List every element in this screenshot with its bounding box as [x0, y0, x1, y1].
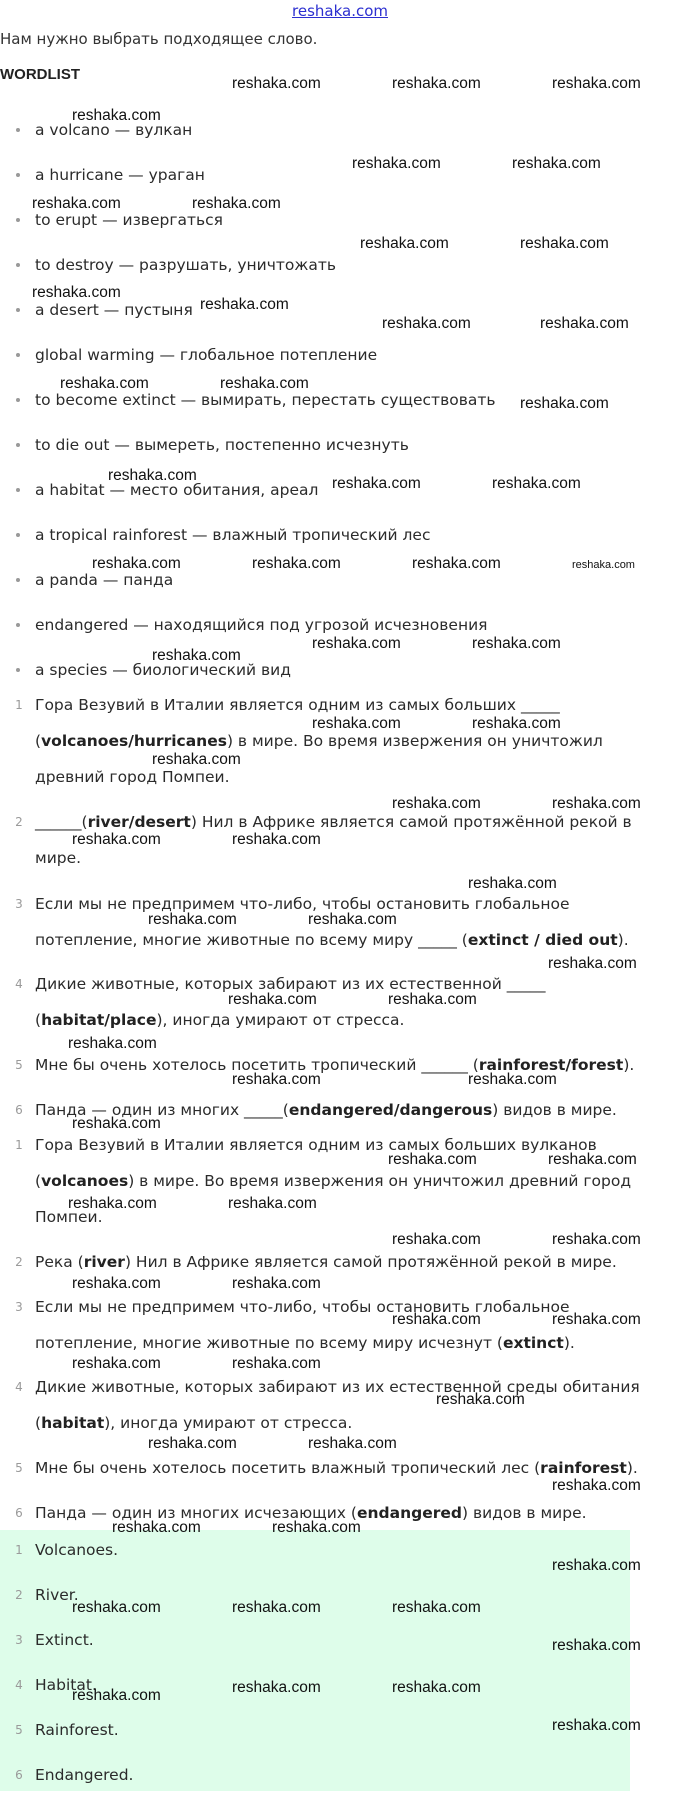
item-number: 1: [15, 1138, 23, 1152]
solution-text: Панда — один из многих исчезающих (endangered) видов в мире.: [35, 1504, 587, 1522]
wordlist-text: to become extinct — вымирать, перестать существовать: [35, 391, 496, 409]
exercise-text: Дикие животные, которых забирают из их естественной _____ (habitat/place), иногда умирают от стресса.: [35, 975, 546, 1029]
answer-text: Volcanoes.: [35, 1541, 119, 1559]
wordlist-text: endangered — находящийся под угрозой исчезновения: [35, 616, 488, 634]
watermark: reshaka.com: [388, 1151, 477, 1168]
watermark: reshaka.com: [332, 475, 421, 492]
watermark: reshaka.com: [232, 1679, 321, 1696]
watermark: reshaka.com: [192, 195, 281, 212]
item-number: 3: [15, 1633, 23, 1647]
watermark: reshaka.com: [252, 555, 341, 572]
watermark: reshaka.com: [148, 1435, 237, 1452]
watermark: reshaka.com: [308, 911, 397, 928]
solution-text: Дикие животные, которых забирают из их естественной среды обитания (habitat), иногда умирают от стресса.: [35, 1378, 640, 1432]
watermark: reshaka.com: [60, 375, 149, 392]
item-number: 2: [15, 1588, 23, 1602]
watermark: reshaka.com: [32, 195, 121, 212]
bullet-icon: [16, 128, 20, 132]
watermark: reshaka.com: [552, 1231, 641, 1248]
bullet-icon: [16, 578, 20, 582]
watermark: reshaka.com: [492, 475, 581, 492]
bullet-icon: [16, 173, 20, 177]
watermark: reshaka.com: [552, 1477, 641, 1494]
watermark: reshaka.com: [152, 647, 241, 664]
watermark: reshaka.com: [72, 1115, 161, 1132]
watermark: reshaka.com: [382, 315, 471, 332]
item-number: 2: [15, 1255, 23, 1269]
watermark: reshaka.com: [72, 1275, 161, 1292]
watermark: reshaka.com: [220, 375, 309, 392]
wordlist-text: a volcano — вулкан: [35, 121, 193, 139]
watermark: reshaka.com: [68, 1195, 157, 1212]
watermark: reshaka.com: [360, 235, 449, 252]
watermark: reshaka.com: [472, 715, 561, 732]
watermark: reshaka.com: [312, 715, 401, 732]
watermark: reshaka.com: [72, 1599, 161, 1616]
watermark: reshaka.com: [272, 1519, 361, 1536]
watermark: reshaka.com: [412, 555, 501, 572]
answer-text: Habitat.: [35, 1676, 97, 1694]
watermark: reshaka.com: [392, 1599, 481, 1616]
bullet-icon: [16, 263, 20, 267]
watermark: reshaka.com: [392, 1311, 481, 1328]
bullet-icon: [16, 443, 20, 447]
watermark: reshaka.com: [552, 75, 641, 92]
wordlist-text: a tropical rainforest — влажный тропический лес: [35, 526, 431, 544]
answer-text: Rainforest.: [35, 1721, 119, 1739]
exercise-text: Панда — один из многих _____(endangered/dangerous) видов в мире.: [35, 1101, 617, 1119]
wordlist-text: global warming — глобальное потепление: [35, 346, 378, 364]
wordlist-text: a species — биологический вид: [35, 661, 291, 679]
watermark: reshaka.com: [548, 955, 637, 972]
watermark: reshaka.com: [392, 795, 481, 812]
exercise-text: Мне бы очень хотелось посетить тропический ______ (rainforest/forest).: [35, 1056, 635, 1074]
solution-text: Мне бы очень хотелось посетить влажный тропический лес (rainforest).: [35, 1459, 638, 1477]
item-number: 3: [15, 1300, 23, 1314]
bullet-icon: [16, 623, 20, 627]
watermark: reshaka.com: [572, 559, 635, 571]
watermark: reshaka.com: [552, 795, 641, 812]
bullet-icon: [16, 668, 20, 672]
item-number: 1: [15, 1543, 23, 1557]
watermark: reshaka.com: [232, 75, 321, 92]
watermark: reshaka.com: [152, 751, 241, 768]
watermark: reshaka.com: [540, 315, 629, 332]
wordlist-text: to die out — вымереть, постепенно исчезнуть: [35, 436, 409, 454]
watermark: reshaka.com: [352, 155, 441, 172]
item-number: 5: [15, 1461, 23, 1475]
item-number: 3: [15, 897, 23, 911]
watermark: reshaka.com: [32, 284, 121, 301]
answer-text: Endangered.: [35, 1766, 134, 1784]
exercise-text: ______(river/desert) Нил в Африке является самой протяжённой рекой в мире.: [35, 813, 632, 867]
wordlist-text: a hurricane — ураган: [35, 166, 205, 184]
watermark: reshaka.com: [468, 1071, 557, 1088]
intro-text: Нам нужно выбрать подходящее слово.: [0, 30, 318, 48]
watermark: reshaka.com: [552, 1311, 641, 1328]
watermark: reshaka.com: [472, 635, 561, 652]
watermark: reshaka.com: [388, 991, 477, 1008]
watermark: reshaka.com: [228, 991, 317, 1008]
watermark: reshaka.com: [548, 1151, 637, 1168]
bullet-icon: [16, 533, 20, 537]
watermark: reshaka.com: [392, 75, 481, 92]
watermark: reshaka.com: [308, 1435, 397, 1452]
watermark: reshaka.com: [552, 1717, 641, 1734]
watermark: reshaka.com: [520, 395, 609, 412]
wordlist-text: to destroy — разрушать, уничтожать: [35, 256, 337, 274]
item-number: 6: [15, 1103, 23, 1117]
item-number: 4: [15, 1380, 23, 1394]
item-number: 2: [15, 815, 23, 829]
watermark: reshaka.com: [200, 296, 289, 313]
item-number: 4: [15, 977, 23, 991]
watermark: reshaka.com: [392, 1231, 481, 1248]
bullet-icon: [16, 398, 20, 402]
item-number: 5: [15, 1723, 23, 1737]
answer-text: River.: [35, 1586, 79, 1604]
watermark: reshaka.com: [232, 1071, 321, 1088]
wordlist-heading: WORDLIST: [0, 66, 80, 83]
bullet-icon: [16, 308, 20, 312]
watermark: reshaka.com: [232, 831, 321, 848]
bullet-icon: [16, 218, 20, 222]
wordlist-text: a panda — панда: [35, 571, 174, 589]
wordlist-text: a habitat — место обитания, ареал: [35, 481, 319, 499]
wordlist-text: a desert — пустыня: [35, 301, 193, 319]
item-number: 5: [15, 1058, 23, 1072]
watermark: reshaka.com: [72, 1355, 161, 1372]
item-number: 6: [15, 1768, 23, 1782]
wordlist-text: to erupt — извергаться: [35, 211, 223, 229]
item-number: 6: [15, 1506, 23, 1520]
watermark: reshaka.com: [512, 155, 601, 172]
exercise-text: Если мы не предпримем что-либо, чтобы остановить глобальное потепление, многие животные по всему миру _____ (extinct / died out).: [35, 895, 629, 949]
watermark: reshaka.com: [312, 635, 401, 652]
watermark: reshaka.com: [72, 831, 161, 848]
watermark: reshaka.com: [232, 1355, 321, 1372]
bullet-icon: [16, 353, 20, 357]
watermark: reshaka.com: [232, 1599, 321, 1616]
watermark: reshaka.com: [436, 1391, 525, 1408]
answers-panel: [0, 1530, 630, 1791]
watermark: reshaka.com: [72, 1687, 161, 1704]
watermark: reshaka.com: [72, 107, 161, 124]
watermark: reshaka.com: [108, 467, 197, 484]
watermark: reshaka.com: [552, 1557, 641, 1574]
solution-text: Гора Везувий в Италии является одним из самых больших вулканов (volcanoes) в мире. Во время извержения он уничтожил древний город Помпеи.: [35, 1136, 632, 1226]
item-number: 1: [15, 698, 23, 712]
watermark: reshaka.com: [92, 555, 181, 572]
watermark: reshaka.com: [232, 1275, 321, 1292]
watermark: reshaka.com: [68, 1035, 157, 1052]
solution-text: Если мы не предпримем что-либо, чтобы остановить глобальное потепление, многие животные по всему миру исчезнут (extinct).: [35, 1298, 575, 1352]
site-link[interactable]: reshaka.com: [292, 2, 388, 20]
watermark: reshaka.com: [148, 911, 237, 928]
watermark: reshaka.com: [392, 1679, 481, 1696]
exercise-text: Гора Везувий в Италии является одним из самых больших _____ (volcanoes/hurricanes) в мире. Во время извержения он уничтожил древний город Помпеи.: [35, 696, 603, 786]
solution-text: Река (river) Нил в Африке является самой протяжённой рекой в мире.: [35, 1253, 617, 1271]
watermark: reshaka.com: [552, 1637, 641, 1654]
watermark: reshaka.com: [520, 235, 609, 252]
bullet-icon: [16, 488, 20, 492]
watermark: reshaka.com: [468, 875, 557, 892]
item-number: 4: [15, 1678, 23, 1692]
watermark: reshaka.com: [228, 1195, 317, 1212]
watermark: reshaka.com: [112, 1519, 201, 1536]
answer-text: Extinct.: [35, 1631, 94, 1649]
